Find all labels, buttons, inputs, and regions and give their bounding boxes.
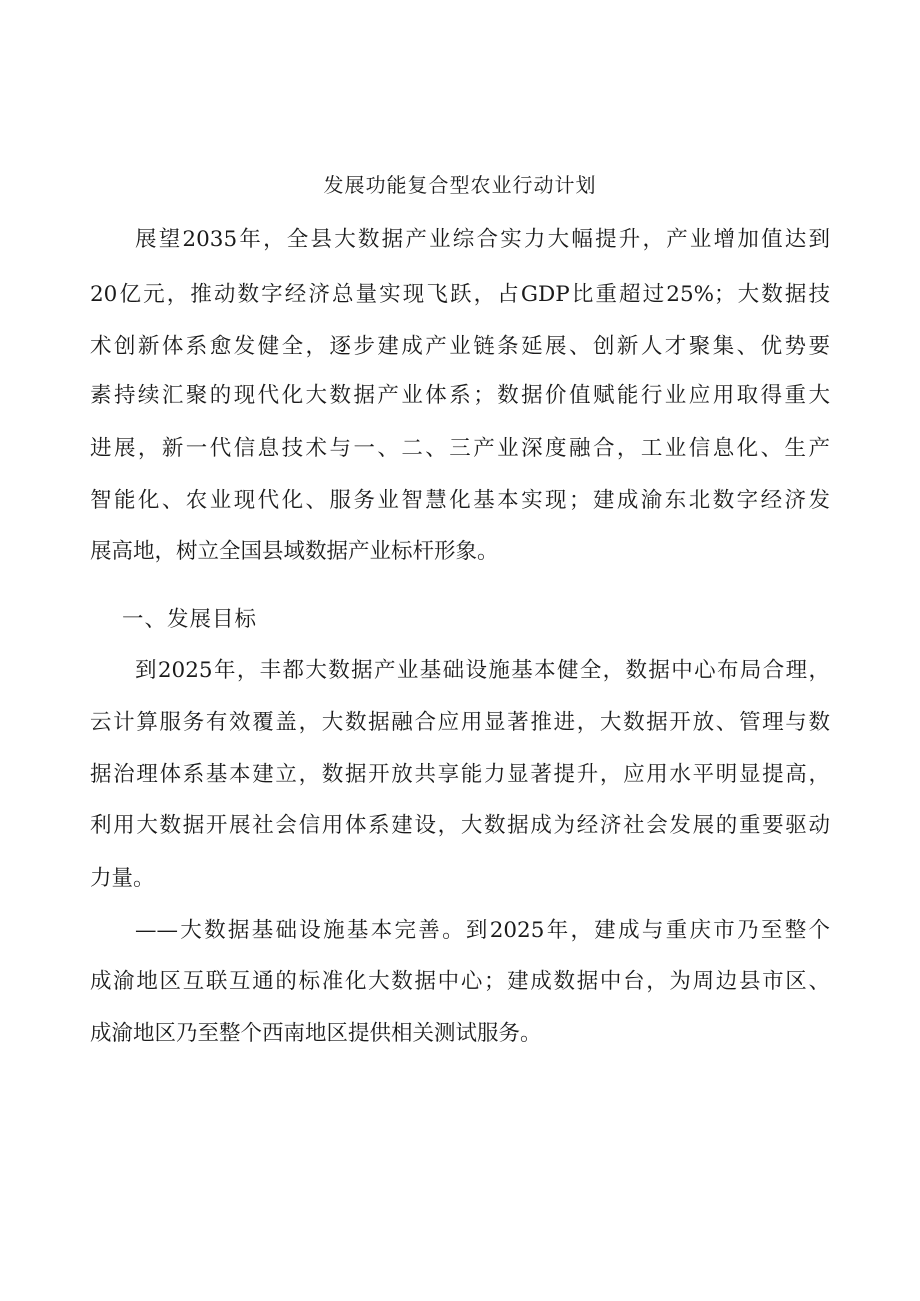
paragraph-2-line-4: 利用大数据开展社会信用体系建设，大数据成为经济社会发展的重要驱动 xyxy=(90,813,830,838)
paragraph-3-line-1: ——大数据基础设施基本完善。到2025年，建成与重庆市乃至整个 xyxy=(135,918,830,943)
paragraph-1-line-3: 术创新体系愈发健全，逐步建成产业链条延展、创新人才聚集、优势要 xyxy=(90,334,830,359)
document-title: 发展功能复合型农业行动计划 xyxy=(323,173,597,197)
paragraph-1-line-6: 智能化、农业现代化、服务业智慧化基本实现；建成渝东北数字经济发 xyxy=(90,488,830,513)
paragraph-3-line-3: 成渝地区乃至整个西南地区提供相关测试服务。 xyxy=(90,1021,542,1046)
paragraph-1-line-5: 进展，新一代信息技术与一、二、三产业深度融合，工业信息化、生产 xyxy=(90,436,830,461)
paragraph-2-line-3: 据治理体系基本建立，数据开放共享能力显著提升，应用水平明显提高， xyxy=(90,762,830,787)
paragraph-2-line-5: 力量。 xyxy=(90,866,155,891)
paragraph-2-line-1: 到2025年，丰都大数据产业基础设施基本健全，数据中心布局合理， xyxy=(135,658,830,683)
paragraph-1-line-1: 展望2035年，全县大数据产业综合实力大幅提升，产业增加值达到 xyxy=(135,227,830,252)
paragraph-1-line-7: 展高地，树立全国县域数据产业标杆形象。 xyxy=(90,539,499,564)
section-heading-goals: 一、发展目标 xyxy=(122,607,258,632)
paragraph-2-line-2: 云计算服务有效覆盖，大数据融合应用显著推进，大数据开放、管理与数 xyxy=(90,710,830,735)
paragraph-3-line-2: 成渝地区互联互通的标准化大数据中心；建成数据中台，为周边县市区、 xyxy=(90,969,830,994)
paragraph-1-line-4: 素持续汇聚的现代化大数据产业体系；数据价值赋能行业应用取得重大 xyxy=(90,383,830,408)
paragraph-1-line-2: 20亿元，推动数字经济总量实现飞跃，占GDP比重超过25%；大数据技 xyxy=(90,282,830,307)
